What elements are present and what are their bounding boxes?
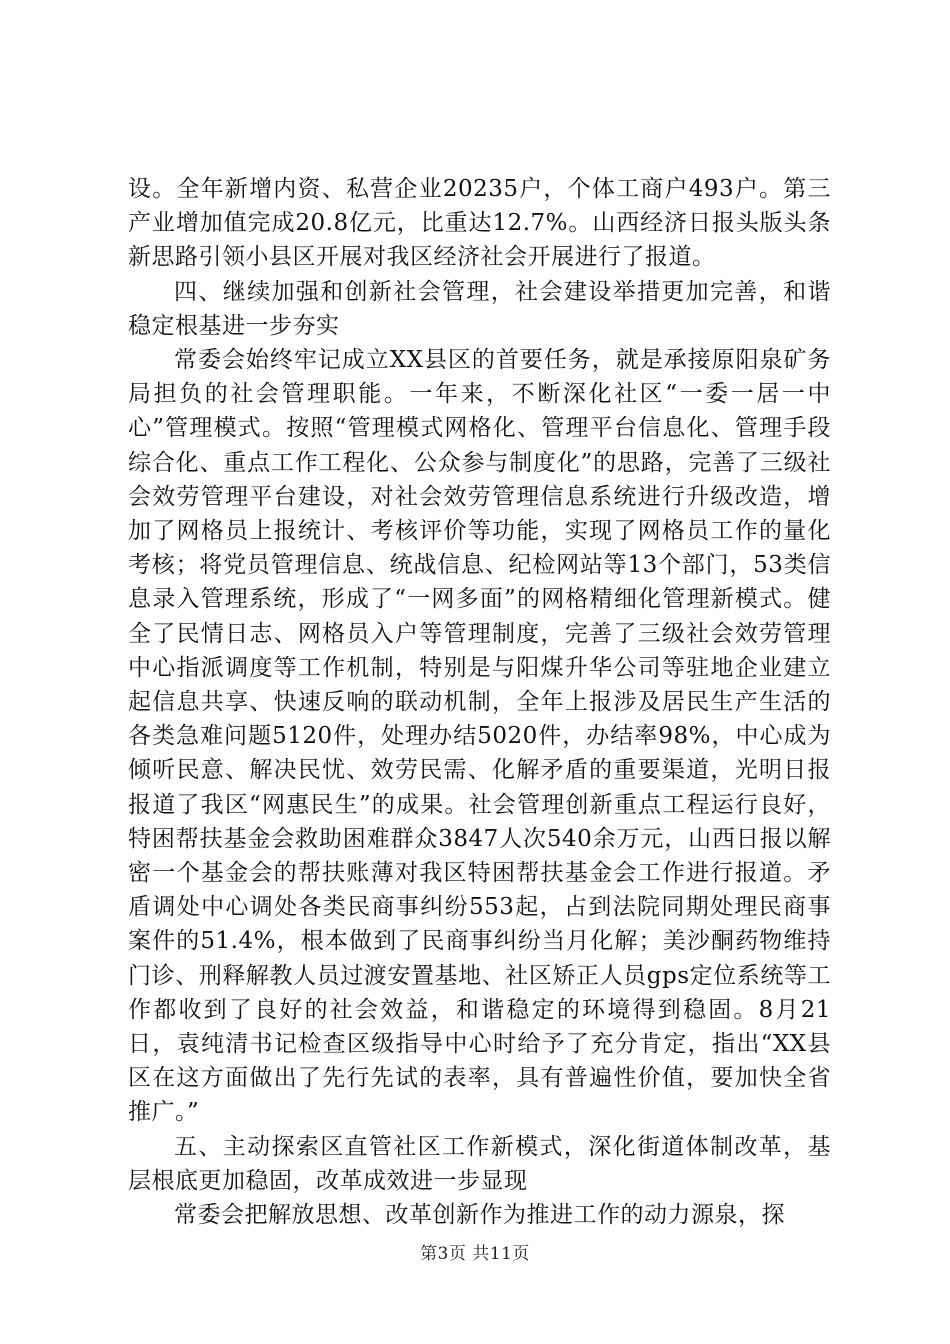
document-body [128, 172, 831, 1232]
paragraph-reform-start: 常委会把解放思想、改革创新作为推进工作的动力源泉，探 [174, 1202, 785, 1229]
paragraph-social-management: 常委会始终牢记成立XX县区的首要任务，就是承接原阳泉矿务局担负的社会管理职能。一年来，不断深化社区“一委一居一中心”管理模式。按照“管理模式网格化、管理平台信息化、管理手段综合化、重点工作工程化、公众参与制度化”的思路，完善了三级社会效劳管理平台建设，对社会效劳管理信息系统进行升级改造，增加了网格员上报统计、考核评价等功能，实现了网格员工作的量化考核；将党员管理信息、统战信息、纪检网站等13个部门，53类信息录入管理系统，形成了“一网多面”的网格精细化管理新模式。健全了民情日志、网格员入户等管理制度，完善了三级社会效劳管理中心指派调度等工作机制，特别是与阳煤升华公司等驻地企业建立起信息共享、快速反响的联动机制，全年上报涉及居民生产生活的各类急难问题5120件，处理办结5020件，办结率98%，中心成为倾听民意、解决民忧、效劳民需、化解矛盾的重要渠道，光明日报报道了我区“网惠民生”的成果。社会管理创新重点工程运行良好，特困帮扶基金会救助困难群众3847人次540余万元，山西日报以解密一个基金会的帮扶账薄对我区特困帮扶基金会工作进行报道。矛盾调处中心调处各类民商事纠纷553起，占到法院同期处理民商事案件的51.4%，根本做到了民商事纠纷当月化解；美沙酮药物维持门诊、刑释解教人员过渡安置基地、社区矫正人员gps定位系统等工作都收到了良好的社会效益，和谐稳定的环境得到稳固。8月21日，袁纯清书记检查区级指导中心时给予了充分肯定，指出“XX县区在这方面做出了先行先试的表率，具有普遍性价值，要加快全省推广。” [128, 347, 831, 1126]
paragraph-intro-continued: 设。全年新增内资、私营企业20235户，个体工商户493户。第三产业增加值完成20.8亿元，比重达12.7%。山西经济日报头版头条新思路引领小县区开展对我区经济社会开展进行了报道。 [128, 176, 831, 271]
section-heading-five: 五、主动探索区直管社区工作新模式，深化街道体制改革，基层根底更加稳固，改革成效进一步显现 [128, 1133, 831, 1194]
page-number-footer: 第3页 共11页 [420, 1244, 530, 1264]
section-heading-four: 四、继续加强和创新社会管理，社会建设举措更加完善，和谐稳定根基进一步夯实 [128, 278, 831, 339]
